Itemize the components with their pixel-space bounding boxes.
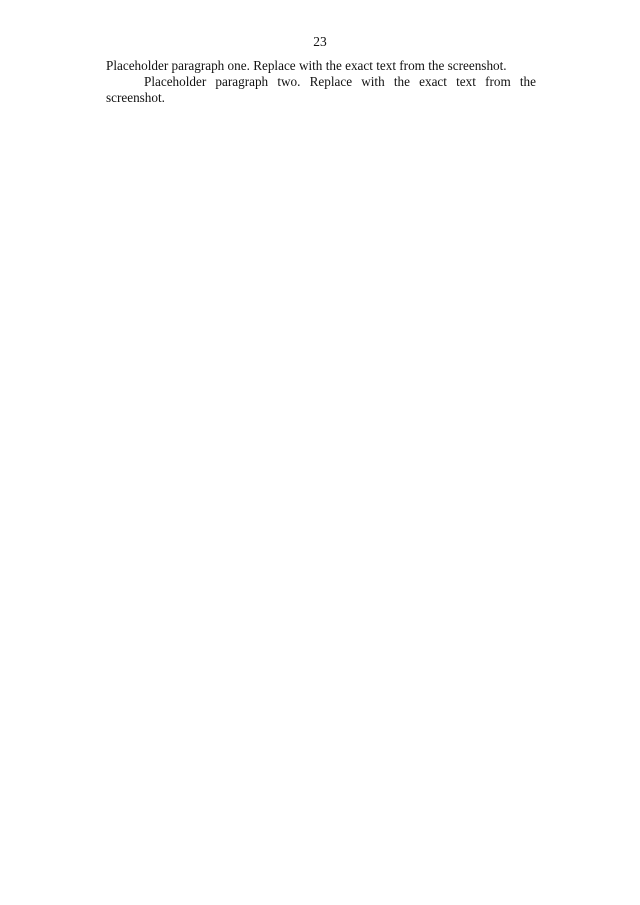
document-body [106,58,536,106]
page-number: 23 [313,34,327,49]
paragraph: Placeholder paragraph one. Replace with the exact text from the screenshot. [106,58,507,73]
paragraph: Placeholder paragraph two. Replace with the exact text from the screenshot. [106,73,536,105]
